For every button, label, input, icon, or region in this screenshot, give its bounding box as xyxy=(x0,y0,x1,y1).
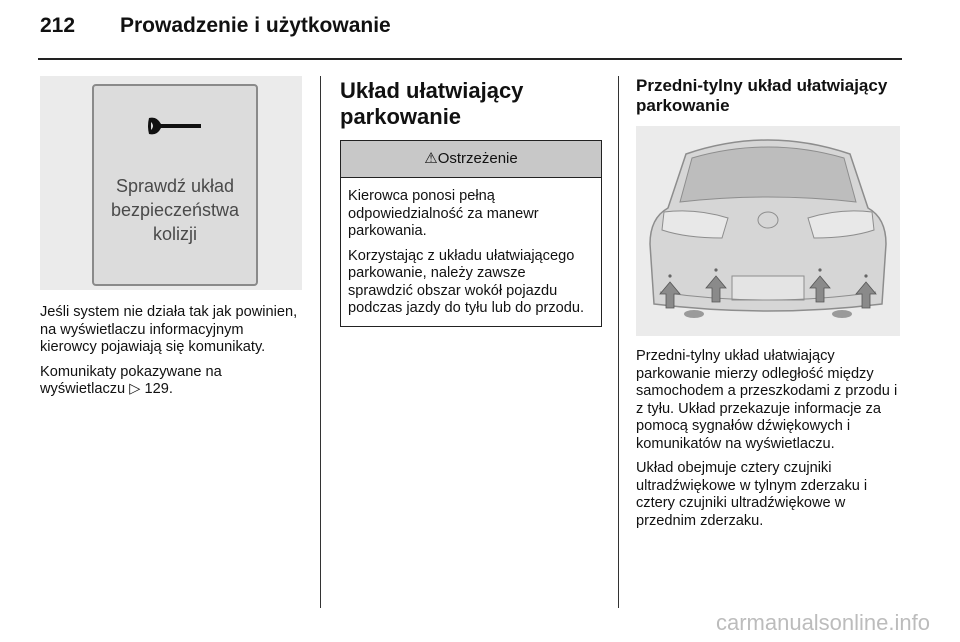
driver-info-display xyxy=(92,84,258,286)
subsection-heading: Przedni-tylny układ ułatwiający parkowanie xyxy=(636,76,888,115)
display-illustration xyxy=(40,76,302,290)
page-number: 212 xyxy=(40,14,76,37)
paragraph-crossref: Komunikaty pokazywane na wyświetlaczu ▷ 129. xyxy=(40,363,222,397)
warning-paragraph: Kierowca ponosi pełną odpowiedzialność za manewr parkowania. xyxy=(348,188,539,239)
warning-title: Ostrzeżenie xyxy=(437,150,518,167)
warning-box xyxy=(340,140,602,327)
column-middle xyxy=(340,76,602,327)
watermark: carmanualsonline.info xyxy=(715,610,930,635)
page-header xyxy=(40,14,391,38)
column-divider xyxy=(320,76,321,608)
column-right xyxy=(636,76,900,537)
display-message: Sprawdź układ bezpieczeństwa kolizji xyxy=(110,176,240,244)
car-rear-icon xyxy=(636,126,900,336)
warning-header xyxy=(341,141,601,178)
page-title: Prowadzenie i użytkowanie xyxy=(120,14,391,37)
column-divider xyxy=(618,76,619,608)
car-rear-illustration xyxy=(636,126,900,336)
paragraph: Jeśli system nie działa tak jak powinien, na wyświetlaczu informacyjnym kierowcy pojawiają się komunikaty. xyxy=(40,304,298,355)
paragraph: Przedni-tylny układ ułatwiający parkowanie mierzy odległość między samochodem a przeszkodami z przodu i z tyłu. Układ przekazuje informacje za pomocą sygnałów dźwiękowych i komunikatów na wyświetlaczu. xyxy=(636,348,898,452)
arrow-ref-icon: ▷ xyxy=(129,381,141,397)
page-reference[interactable]: 129. xyxy=(144,381,173,397)
column-left xyxy=(40,76,302,406)
warning-paragraph: Korzystając z układu ułatwiającego parkowanie, należy zawsze sprawdzić obszar wokół pojazdu podczas jazdy do tyłu lub do przodu. xyxy=(348,247,585,316)
wrench-icon xyxy=(145,114,205,138)
section-heading: Układ ułatwiający parkowanie xyxy=(340,78,524,129)
header-rule xyxy=(38,58,902,60)
warning-icon: ⚠ xyxy=(424,150,438,167)
paragraph: Układ obejmuje cztery czujniki ultradźwiękowe w tylnym zderzaku i cztery czujniki ultradźwiękowe w przednim zderzaku. xyxy=(636,460,868,529)
